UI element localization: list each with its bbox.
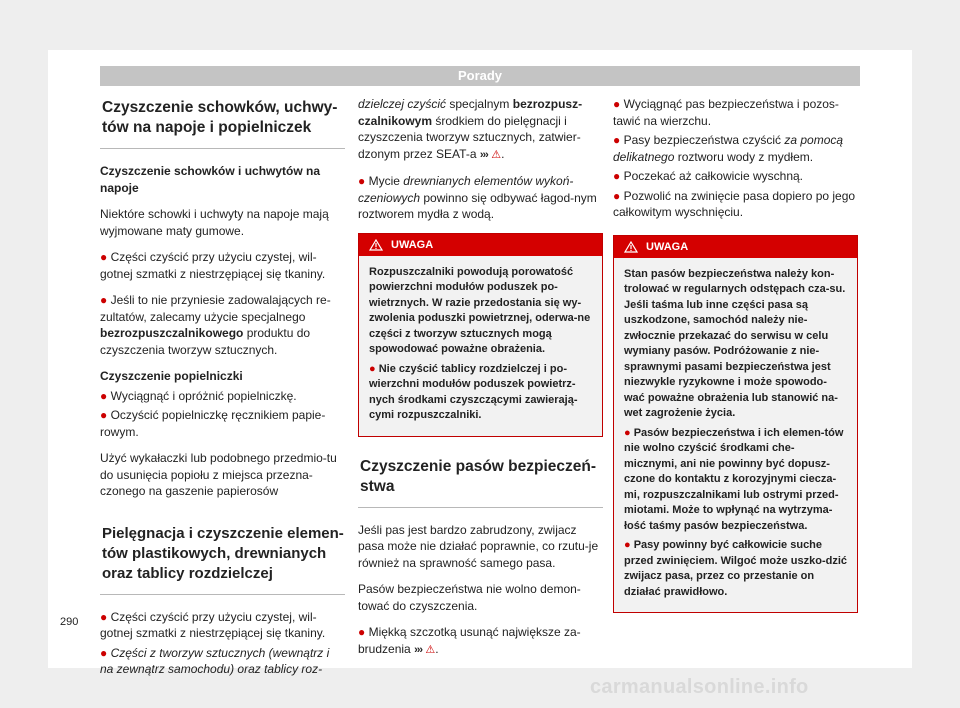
page-header: Porady	[100, 66, 860, 86]
section-heading-plastics: Pielęgnacja i czyszczenie elemen- tów plastikowych, drewnianych oraz tablicy rozdzielczej	[100, 522, 345, 595]
list-item: ● Wyciągnąć i opróżnić popielniczkę.	[100, 388, 297, 403]
watermark: carmanualsonline.info	[590, 676, 809, 698]
column-1	[100, 96, 345, 688]
paragraph: Niektóre schowki i uchwyty na napoje mają wyjmowane maty gumowe.	[100, 207, 329, 238]
bullet-icon: ●	[100, 388, 108, 403]
list-item: ● Jeśli to nie przyniesie zadowalających re-zultatów, zalecamy użycie specjalnego bezrozpuszczalnikowego produktu do czyszczenia tworzyw sztucznych.	[100, 293, 331, 357]
bullet-icon: ●	[369, 362, 376, 375]
bullet-icon: ●	[613, 169, 621, 183]
list-item: ● Poczekać aż całkowicie wyschną.	[613, 169, 804, 183]
warning-header: UWAGA	[359, 234, 602, 256]
warning-box-airbags	[358, 233, 603, 437]
section-heading-seatbelts: Czyszczenie pasów bezpieczeń- stwa	[358, 455, 603, 508]
list-item: ● Mycie drewnianych elementów wykoń-czeniowych powinno się odbywać łagod-nym roztworem mydła z wodą.	[358, 174, 597, 221]
warning-box-seatbelts	[613, 235, 858, 614]
bullet-icon: ●	[613, 97, 621, 111]
subheading-compartments: Czyszczenie schowków i uchwytów na napoje	[100, 164, 321, 195]
reference-arrows: ›››	[414, 643, 423, 656]
list-item: ● Oczyścić popielniczkę ręcznikiem papie-rowym.	[100, 408, 326, 439]
warning-header: UWAGA	[614, 236, 857, 258]
list-item: ● Części z tworzyw sztucznych (wewnątrz i na zewnątrz samochodu) oraz tablicy roz-	[100, 645, 330, 676]
section-heading-compartments: Czyszczenie schowków, uchwy- tów na napoje i popielniczek	[100, 96, 345, 149]
paragraph: Pasów bezpieczeństwa nie wolno demon-tować do czyszczenia.	[358, 582, 581, 613]
bullet-icon: ●	[100, 408, 108, 422]
list-item: ● Części czyścić przy użyciu czystej, wil-gotnej szmatki z niestrzępiącej się tkaniny.	[100, 609, 326, 640]
bullet-icon: ●	[624, 426, 631, 439]
bullet-icon: ●	[624, 539, 631, 551]
column-2	[358, 96, 603, 668]
warning-body: Stan pasów bezpieczeństwa należy kon-trolować w regularnych odstępach cza-su. Jeśli taśma lub inne części pasa są uszkodzone, samochód należy nie-zwłocznie przekazać do serwisu w celu wymiany pasów. Podróżowanie z nie-sprawnymi pasami bezpieczeństwa jest niezwykle ryzykowne i może spowodo-wać poważne obrażenia lub stanowić na-wet zagrożenie życia. ● Pasów bezpieczeństwa i ich elemen-tów nie wolno czyścić środkami che-micznymi, ani nie powinny być dopusz-czone do kontaktu z korozyjnymi ciecza-mi, rozpuszczalnikami lub ostrymi przed-miotami. Może to wpłynąć na wytrzyma-łość taśmy pasów bezpieczeństwa. ● Pasy powinny być całkowicie suche przed zwinięciem. Wilgoć może uszko-dzić zwijacz pasa, przez co przestanie on działać prawidłowo.	[614, 258, 857, 613]
list-item: ● Pozwolić na zwinięcie pasa dopiero po jego całkowitym wyschnięciu.	[613, 188, 856, 219]
warning-triangle-icon	[369, 239, 383, 251]
bullet-icon: ●	[613, 133, 621, 147]
list-item: ● Pasy bezpieczeństwa czyścić za pomocą delikatnego roztworu wody z mydłem.	[613, 133, 844, 164]
list-item: ● Miękką szczotką usunąć największe za-brudzenia ››› ⚠.	[358, 625, 581, 656]
warning-triangle-icon	[624, 241, 638, 253]
paragraph: Jeśli pas jest bardzo zabrudzony, zwijacz pasa może nie działać poprawnie, co rzutu-je również na sprawność samego pasa.	[358, 522, 599, 570]
list-item: ● Wyciągnąć pas bezpieczeństwa i pozos-tawić na wierzchu.	[613, 97, 839, 128]
list-item: ● Części czyścić przy użyciu czystej, wil-gotnej szmatki z niestrzępiącej się tkaniny.	[100, 250, 326, 281]
paragraph: Użyć wykałaczki lub podobnego przedmio-tu do usunięcia popiołu z miejsca przezna-czonego na gaszenie papierosów	[100, 451, 337, 498]
warning-body: Rozpuszczalniki powodują porowatość powierzchni modułów poduszek po-wietrznych. W razie przedostania się wy-zwolenia poduszki powietrznej, oderwa-ne części z tworzyw sztucznych mogą spowodować poważne obrażenia. ● Nie czyścić tablicy rozdzielczej i po-wierzchni modułów poduszek powietrz-nych środkami czyszczącymi zawierają-cymi rozpuszczalniki.	[359, 256, 602, 436]
bullet-icon: ●	[100, 293, 108, 307]
bullet-icon: ●	[100, 609, 108, 624]
reference-arrows: ›››	[479, 148, 488, 161]
warning-triangle-icon: ⚠	[491, 148, 502, 161]
bullet-icon: ●	[358, 625, 366, 639]
bullet-icon: ●	[613, 188, 621, 203]
bullet-icon: ●	[358, 174, 366, 188]
paragraph: dzielczej czyścić specjalnym bezrozpusz-czalnikowym środkiem do pielęgnacji i czyszczenia tworzyw sztucznych, zatwier-dzonym przez SEAT-a ››› ⚠.	[358, 97, 583, 161]
bullet-icon: ●	[100, 645, 108, 660]
warning-triangle-icon: ⚠	[425, 643, 436, 656]
bullet-icon: ●	[100, 250, 108, 264]
column-3	[613, 96, 858, 627]
page-number: 290	[60, 616, 79, 628]
subheading-ashtray: Czyszczenie popielniczki	[100, 369, 243, 383]
